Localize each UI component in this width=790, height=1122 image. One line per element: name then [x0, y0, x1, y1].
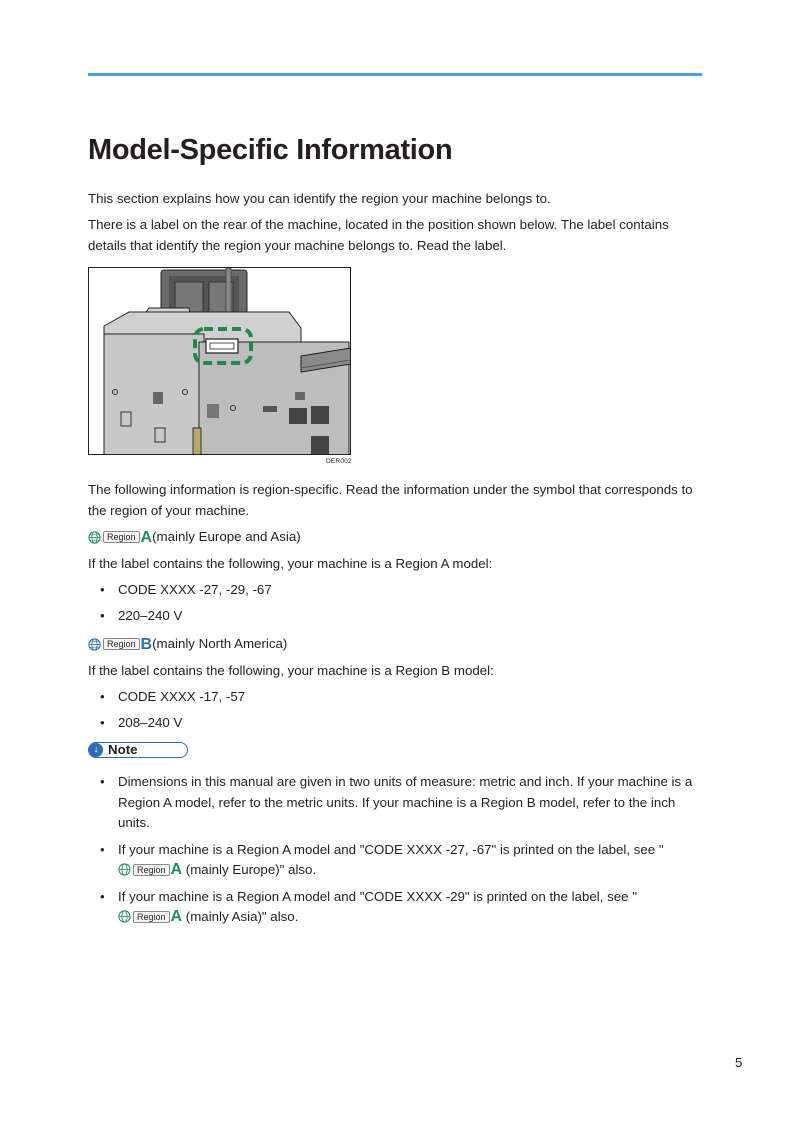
region-a-badge-label: Region	[103, 531, 140, 543]
region-b-heading	[88, 634, 287, 654]
note-box	[88, 742, 188, 758]
note-list	[100, 772, 700, 934]
region-b-caption: (mainly North America)	[152, 636, 288, 651]
region-a-list	[100, 580, 272, 632]
machine-illustration-svg	[89, 268, 351, 455]
region-a-link-badge[interactable]	[118, 910, 182, 923]
intro-paragraph-2: There is a label on the rear of the machine, located in the position shown below. The label contains details that identify the region your machine belongs to. Read the label.	[88, 217, 669, 253]
arrow-down-icon: ↓	[89, 743, 103, 757]
note-item-2-text-end: (mainly Europe)" also.	[182, 862, 317, 877]
note-item-2-text-start: If your machine is a Region A model and "CODE XXXX -27, -67" is printed on the label, see "	[118, 841, 664, 857]
intro-paragraph-1: This section explains how you can identify the region your machine belongs to.	[88, 191, 551, 206]
note-item-3-text-end: (mainly Asia)" also.	[182, 909, 299, 924]
region-a-intro: If the label contains the following, your machine is a Region A model:	[88, 556, 493, 571]
globe-icon	[88, 531, 101, 544]
header-rule	[88, 73, 702, 76]
region-a-badge	[88, 528, 153, 546]
region-letter: A	[170, 908, 183, 925]
region-b-badge	[88, 635, 153, 653]
region-b-list	[100, 687, 245, 739]
list-item: • CODE XXXX -17, -57	[100, 687, 245, 707]
region-b-badge-label: Region	[103, 638, 140, 650]
note-item-2	[100, 840, 700, 881]
figure-id: DER002	[326, 458, 352, 465]
region-a-heading	[88, 527, 301, 547]
note-item-3-text-start: If your machine is a Region A model and "CODE XXXX -29" is printed on the label, see "	[118, 888, 637, 904]
region-a-letter: A	[140, 528, 153, 546]
region-letter: A	[170, 861, 183, 878]
region-info-paragraph: The following information is region-specific. Read the information under the symbol that corresponds to the region of your machine.	[88, 482, 693, 518]
note-item-1: • Dimensions in this manual are given in two units of measure: metric and inch. If your machine is a Region A model, refer to the metric units. If your machine is a Region B model, refer to the inch units.	[100, 772, 700, 834]
list-item: • CODE XXXX -27, -29, -67	[100, 580, 272, 600]
region-a-caption: (mainly Europe and Asia)	[152, 529, 301, 544]
list-item: • 220–240 V	[100, 606, 272, 626]
region-a-link-badge[interactable]	[118, 863, 182, 876]
list-item: • 208–240 V	[100, 713, 245, 733]
machine-rear-illustration	[88, 267, 351, 455]
note-item-3	[100, 887, 700, 928]
note-label: Note	[108, 742, 138, 757]
note-heading	[88, 742, 188, 759]
globe-icon	[88, 638, 101, 651]
region-b-letter: B	[140, 635, 153, 653]
page-title: Model-Specific Information	[88, 134, 453, 166]
globe-icon	[118, 910, 131, 923]
page-number: 5	[735, 1055, 743, 1070]
region-badge-label: Region	[133, 911, 170, 923]
region-badge-label: Region	[133, 864, 170, 876]
region-b-intro: If the label contains the following, your machine is a Region B model:	[88, 663, 494, 678]
globe-icon	[118, 863, 131, 876]
